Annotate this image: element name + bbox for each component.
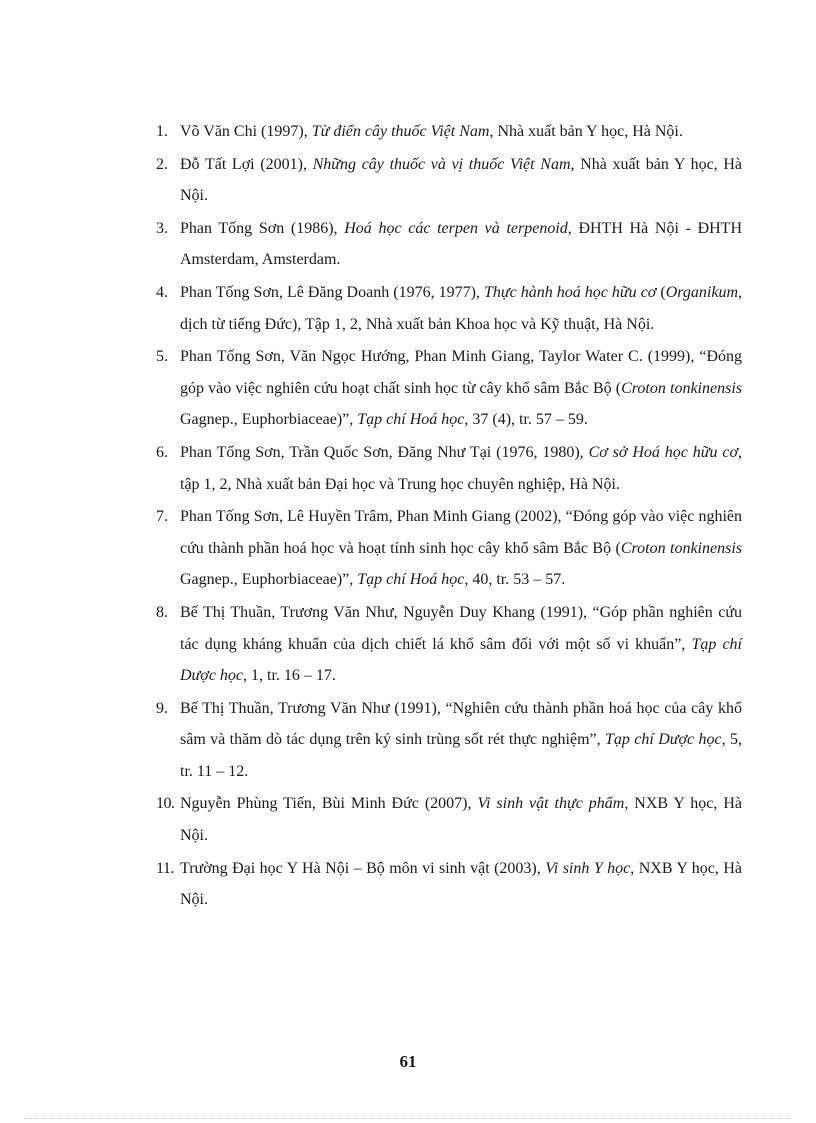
reference-number: 8. xyxy=(156,603,168,621)
reference-item-11: 11. Trường Đại học Y Hà Nội – Bộ môn vi sinh vật (2003), Vi sinh Y học, NXB Y học, Hà Nội. xyxy=(156,853,742,916)
work-title: Thực hành hoá học hữu cơ xyxy=(483,283,657,301)
reference-list xyxy=(156,116,742,916)
reference-item-10: 10. Nguyễn Phùng Tiến, Bùi Minh Đức (2007), Vi sinh vật thực phẩm, NXB Y học, Hà Nội. xyxy=(156,788,742,851)
work-title: Những cây thuốc và vị thuốc Việt Nam xyxy=(312,155,571,173)
reference-number: 5. xyxy=(156,348,168,366)
work-title: Hoá học các terpen và terpenoid xyxy=(344,219,568,237)
reference-number: 1. xyxy=(156,123,168,140)
reference-item-4: 4. Phan Tống Sơn, Lê Đăng Doanh (1976, 1977), Thực hành hoá học hữu cơ (Organikum, dịch từ tiếng Đức), Tập 1, 2, Nhà xuất bản Khoa học và Kỹ thuật, Hà Nội. xyxy=(156,277,742,340)
reference-item-5: 5. Phan Tống Sơn, Văn Ngọc Hướng, Phan Minh Giang, Taylor Water C. (1999), “Đóng góp vào việc nghiên cứu hoạt chất sinh học từ cây khổ sâm Bắc Bộ (Croton tonkinensis Gagnep., Euphorbiaceae)”, Tạp chí Hoá học, 37 (4), tr. 57 – 59. xyxy=(156,341,742,436)
journal-name: Tạp chí Hoá học xyxy=(357,571,465,589)
species-name: Croton tonkinensis xyxy=(621,379,742,397)
reference-number: 2. xyxy=(156,155,168,173)
original-title: Organikum xyxy=(665,283,739,301)
reference-item-8: 8. Bế Thị Thuần, Trương Văn Như, Nguyễn Duy Khang (1991), “Góp phần nghiên cứu tác dụng kháng khuẩn của dịch chiết lá khổ sâm đối với một số vi khuẩn”, Tạp chí Dược học, 1, tr. 16 – 17. xyxy=(156,597,742,692)
work-title: Vi sinh Y học xyxy=(545,859,631,877)
reference-number: 4. xyxy=(156,283,168,301)
journal-name: Tạp chí Hoá học, xyxy=(357,411,469,429)
reference-item-1: 1. Võ Văn Chi (1997), Từ điển cây thuốc Việt Nam, Nhà xuất bản Y học, Hà Nội. xyxy=(156,116,742,148)
reference-number: 6. xyxy=(156,443,168,461)
reference-number: 3. xyxy=(156,219,168,237)
species-name: Croton tonkinensis xyxy=(620,539,742,557)
reference-number: 7. xyxy=(156,508,168,526)
reference-number: 9. xyxy=(156,699,168,717)
reference-item-6: 6. Phan Tống Sơn, Trần Quốc Sơn, Đăng Như Tại (1976, 1980), Cơ sở Hoá học hữu cơ, tập 1, 2, Nhà xuất bản Đại học và Trung học chuyên nghiệp, Hà Nội. xyxy=(156,437,742,500)
reference-item-7: 7. Phan Tống Sơn, Lê Huyền Trâm, Phan Minh Giang (2002), “Đóng góp vào việc nghiên cứu thành phần hoá học và hoạt tính sinh học cây khổ sâm Bắc Bộ (Croton tonkinensis Gagnep., Euphorbiaceae)”, Tạp chí Hoá học, 40, tr. 53 – 57. xyxy=(156,501,742,596)
reference-number: 10. xyxy=(156,795,175,813)
reference-item-9: 9. Bế Thị Thuần, Trương Văn Như (1991), “Nghiên cứu thành phần hoá học của cây khổ sâm và thăm dò tác dụng trên ký sinh trùng sốt rét thực nghiệm”, Tạp chí Dược học, 5, tr. 11 – 12. xyxy=(156,693,742,788)
page-bottom-border xyxy=(24,1118,792,1119)
reference-item-2: 2. Đỗ Tất Lợi (2001), Những cây thuốc và vị thuốc Việt Nam, Nhà xuất bản Y học, Hà Nội. xyxy=(156,149,742,212)
reference-number: 11. xyxy=(156,859,174,877)
work-title: Từ điển cây thuốc Việt Nam xyxy=(311,123,490,140)
journal-name: Tạp chí Dược học, xyxy=(180,635,742,685)
work-title: Cơ sở Hoá học hữu cơ xyxy=(588,443,739,461)
reference-item-3: 3. Phan Tống Sơn (1986), Hoá học các terpen và terpenoid, ĐHTH Hà Nội - ĐHTH Amsterdam, Amsterdam. xyxy=(156,213,742,276)
page-number: 61 xyxy=(399,1052,417,1071)
journal-name: Tạp chí Dược học xyxy=(605,731,722,749)
work-title: Vi sinh vật thực phẩm xyxy=(477,795,625,813)
